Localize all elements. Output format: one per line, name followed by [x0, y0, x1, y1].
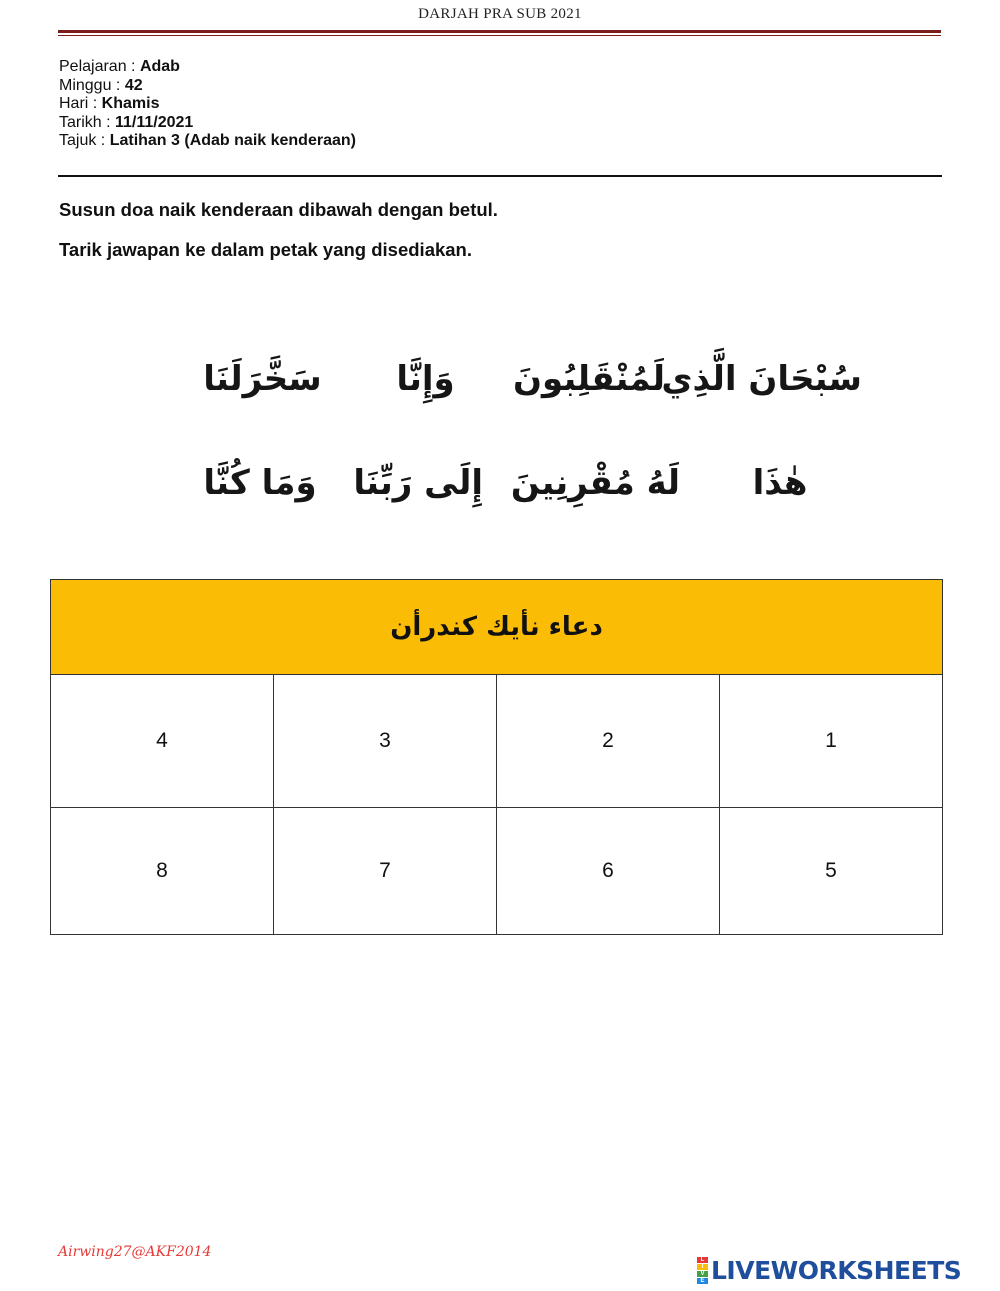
answer-slot-2[interactable]: 2 — [497, 675, 720, 808]
word-tile-lamunqalibun[interactable]: لَمُنْقَلِبُونَ — [512, 359, 665, 399]
word-tile-wama-kunna[interactable]: وَمَا كُنَّا — [203, 463, 317, 503]
lesson-week-row — [59, 77, 356, 96]
lesson-date-row — [59, 114, 356, 133]
answer-slot-7[interactable]: 7 — [274, 808, 497, 935]
header-divider-thin — [58, 35, 941, 36]
week-value: 42 — [124, 76, 143, 94]
word-tile-ila-rabbina[interactable]: إِلَى رَبِّنَا — [353, 463, 483, 503]
day-value: Khamis — [101, 95, 160, 113]
topic-value: Latihan 3 (Adab naik kenderaan) — [109, 132, 356, 150]
word-tile-wainna[interactable]: وَإِنَّا — [396, 359, 455, 399]
answer-slot-8[interactable]: 8 — [51, 808, 274, 935]
answer-table — [50, 579, 943, 935]
week-label: Minggu : — [59, 76, 125, 94]
date-label: Tarikh : — [59, 113, 116, 131]
word-tile-sakhkharalana[interactable]: سَخَّرَلَنَا — [203, 359, 322, 399]
logo-letter-e: E — [697, 1278, 708, 1284]
lesson-info — [59, 58, 356, 151]
header-divider-thick — [58, 30, 941, 33]
logo-letter-l: L — [697, 1257, 708, 1263]
liveworksheets-wordmark: LIVEWORKSHEETS — [711, 1255, 962, 1285]
answer-slot-4[interactable]: 4 — [51, 675, 274, 808]
word-tile-subhanalladzi[interactable]: سُبْحَانَ الَّذِي — [661, 359, 862, 399]
liveworksheets-icon — [697, 1257, 708, 1284]
document-header-title: DARJAH PRA SUB 2021 — [418, 6, 582, 22]
lesson-day-row — [59, 95, 356, 114]
lesson-subject-row — [59, 58, 356, 77]
day-label: Hari : — [59, 95, 102, 113]
doa-heading: دعاء نأيك كندرأن — [51, 580, 943, 675]
answer-slot-5[interactable]: 5 — [720, 808, 943, 935]
subject-value: Adab — [139, 58, 180, 75]
liveworksheets-logo — [697, 1254, 961, 1286]
logo-letter-i: I — [697, 1264, 708, 1270]
date-value: 11/11/2021 — [115, 113, 194, 131]
answer-slot-6[interactable]: 6 — [497, 808, 720, 935]
author-watermark: Airwing27@AKF2014 — [58, 1244, 212, 1260]
lesson-topic-row — [59, 132, 356, 151]
logo-letter-v: V — [697, 1271, 708, 1277]
section-divider — [58, 175, 942, 177]
instruction-drag: Tarik jawapan ke dalam petak yang disediakan. — [59, 239, 472, 260]
instruction-arrange: Susun doa naik kenderaan dibawah dengan betul. — [59, 199, 498, 220]
subject-label: Pelajaran : — [59, 58, 140, 75]
word-tile-lahu-muqrinin[interactable]: لَهُ مُقْرِنِينَ — [510, 463, 680, 503]
answer-slot-3[interactable]: 3 — [274, 675, 497, 808]
word-tile-hadza[interactable]: هٰذَا — [752, 463, 808, 503]
answer-slot-1[interactable]: 1 — [720, 675, 943, 808]
topic-label: Tajuk : — [59, 132, 110, 150]
